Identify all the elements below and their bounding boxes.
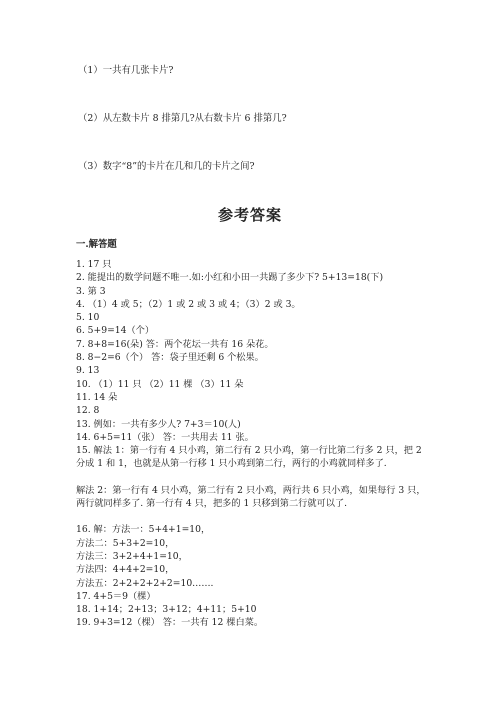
answer-line: 16. 解：方法一：5+4+1=10， [76, 524, 211, 536]
answer-line: 8. 8−2=6（个） 答：袋子里还剩 6 个松果。 [76, 352, 264, 364]
answers-list [76, 258, 426, 630]
answer-line: 1. 17 只 [76, 259, 112, 270]
answer-line: 方法四：4+4+2=10， [76, 564, 175, 576]
answer-line: 方法二：5+3+2=10， [76, 537, 175, 549]
question-2: （2）从左数卡片 8 排第几?从右数卡片 6 排第几? [78, 113, 287, 124]
answer-15-method-1: 15. 解法 1：第一行有 4 只小鸡，第二行有 2 只小鸡，第一行比第二行多 2 只，把 2 分成 1 和 1，也就是从第一行移 1 只小鸡到第二行，两行的小鸡就同样多了. [76, 445, 422, 470]
answer-line: 3. 第 3 [76, 285, 106, 297]
answer-line: 4. （1）4 或 5；（2）1 或 2 或 3 或 4；（3）2 或 3。 [76, 298, 301, 310]
section-title: 一.解答题 [76, 239, 117, 250]
answer-line: 12. 8 [76, 405, 100, 417]
answer-line: 7. 8+8=16(朵) 答：两个花坛一共有 16 朵花。 [76, 338, 274, 350]
answer-15-method-2: 解法 2：第一行有 4 只小鸡，第二行有 2 只小鸡，两行共 6 只小鸡，如果每行 3 只，两行就同样多了. 第一行有 4 只，把多的 1 只移到第二行就可以了. [76, 484, 426, 510]
answer-line: 14. 6+5=11（张） 答：一共用去 11 张。 [76, 431, 254, 443]
answer-line: 2. 能提出的数学问题不唯一.如:小红和小田一共踢了多少下? 5+13=18(下) [76, 272, 384, 284]
question-3: （3）数字“8”的卡片在几和几的卡片之间? [78, 161, 255, 172]
answer-line: 13. 例如：一共有多少人? 7+3＝10(人) [76, 418, 241, 430]
spacer [76, 471, 426, 484]
answer-key-title: 参考答案 [217, 206, 282, 224]
answer-line: 18. 1+14；2+13；3+12；4+11；5+10 [76, 604, 257, 616]
answer-line: 17. 4+5＝9（棵） [76, 590, 156, 602]
spacer [76, 510, 426, 523]
answer-line: 19. 9+3=12（棵） 答：一共有 12 棵白菜。 [76, 617, 264, 629]
answer-line: 5. 10 [76, 312, 100, 324]
answer-line: 6. 5+9=14（个） [76, 325, 155, 337]
answer-line: 方法三：3+2+4+1=10， [76, 550, 188, 562]
answer-line: 11. 14 朵 [76, 391, 118, 403]
answer-line: 方法五：2+2+2+2+2=10……. [76, 577, 214, 589]
question-1: （1）一共有几张卡片? [78, 65, 174, 76]
answer-line: 9. 13 [76, 365, 100, 377]
answer-line: 10. （1）11 只 （2）11 棵 （3）11 朵 [76, 378, 244, 390]
